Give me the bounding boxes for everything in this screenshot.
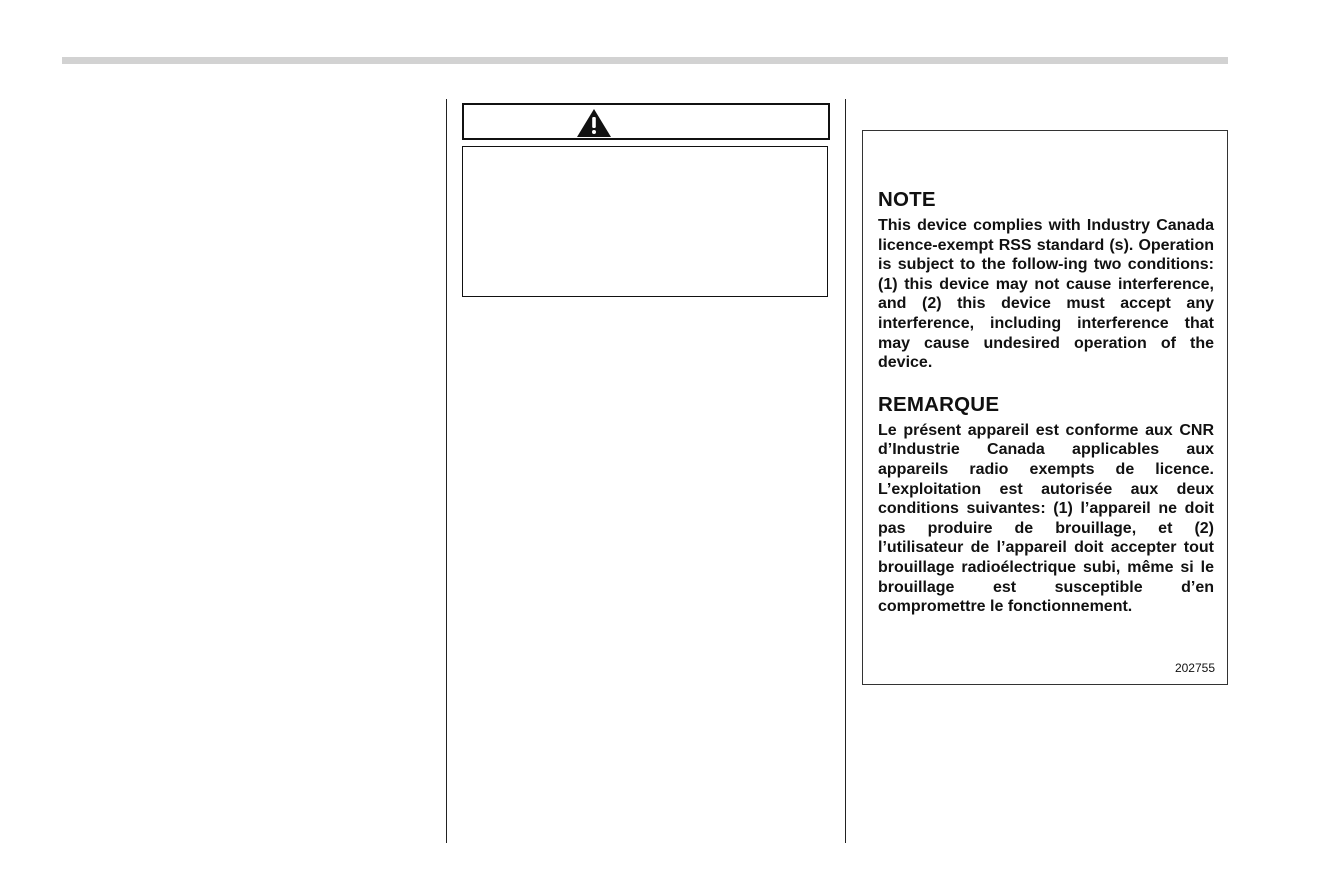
remarque-text: Le présent appareil est conforme aux CNR d’Industrie Canada applicables aux appareils radio exempts de licence. L’exploitation est autorisée aux deux conditions suivantes: (1) l’appareil ne doit pas produire de brouillage, et (2) l’utilisateur de l’appareil doit accepter tout brouillage radioélectrique subi, même si le brouillage est susceptible d’en compromettre le fonctionnement.: [878, 421, 1214, 616]
label-content: [878, 188, 1214, 617]
note-heading: NOTE: [878, 188, 936, 211]
warning-header-box: [462, 103, 830, 140]
warning-triangle-icon: [576, 108, 612, 138]
column-divider-left: [446, 99, 447, 843]
remarque-heading: REMARQUE: [878, 392, 1000, 416]
column-divider-right: [845, 99, 846, 843]
note-text: This device complies with Industry Canada licence-exempt RSS standard (s). Operation is subject to the follow-ing two conditions: (1) this device may not cause interference, and (2) this device must accept any interference, including interference that may cause undesired operation of the device.: [878, 217, 1214, 372]
header-rule: [62, 57, 1228, 64]
label-code: 202755: [1174, 661, 1215, 675]
regulatory-label: [862, 130, 1228, 685]
warning-body-box: [462, 146, 828, 297]
